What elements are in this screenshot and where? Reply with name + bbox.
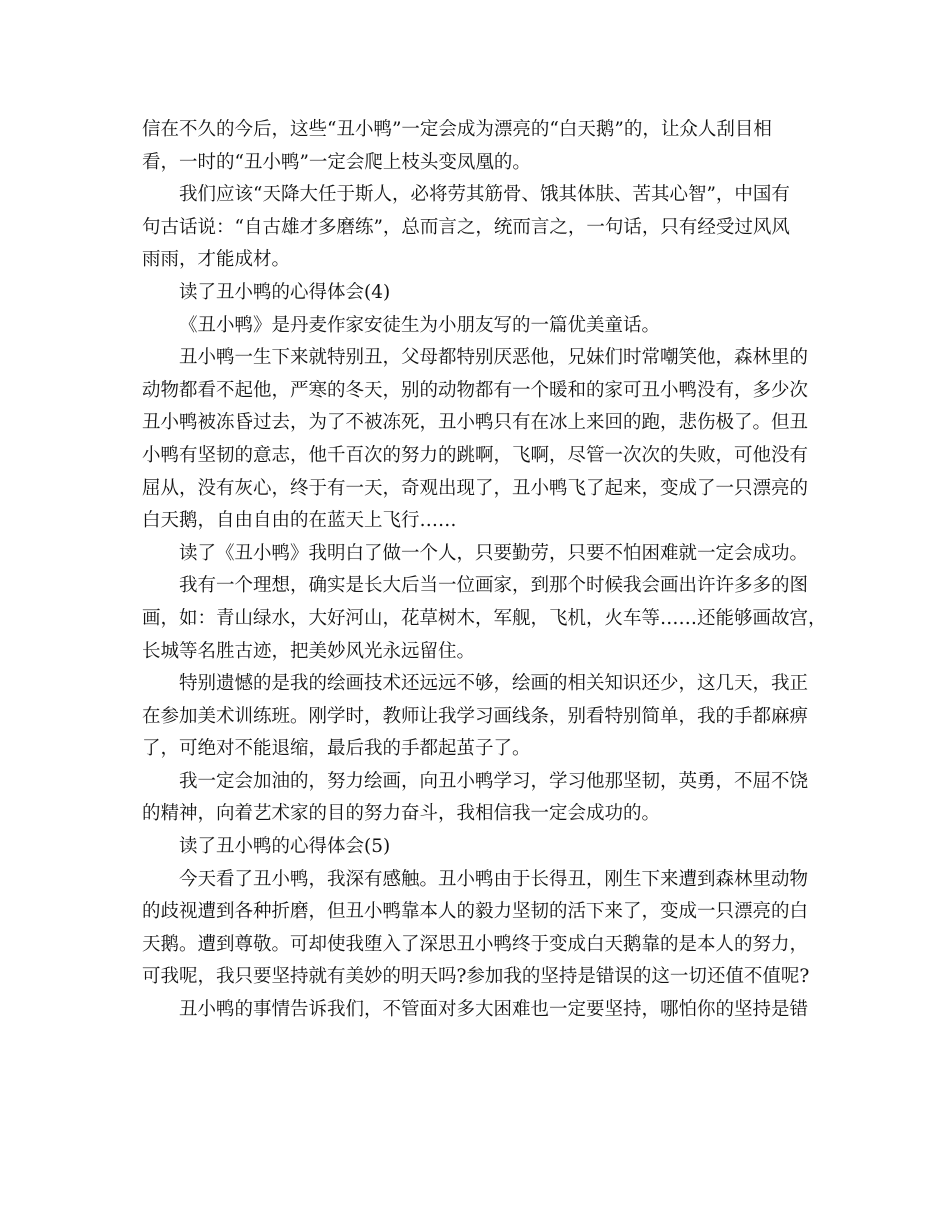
text-line: 雨雨，才能成材。 <box>142 249 291 271</box>
paragraph-start-line: 读了《丑小鸭》我明白了做一个人，只要勤劳，只要不怕困难就一定会成功。 <box>179 542 809 564</box>
text-line: 可我呢，我只要坚持就有美妙的明天吗?参加我的坚持是错误的这一切还值不值呢? <box>142 966 810 988</box>
paragraph-start-line: 特别遗憾的是我的绘画技术还远远不够，绘画的相关知识还少，这几天，我正 <box>179 673 809 695</box>
paragraph-start-line: 我们应该“天降大任于斯人，必将劳其筋骨、饿其体肤、苦其心智”，中国有 <box>179 184 790 206</box>
section-heading: 读了丑小鸭的心得体会(4) <box>179 281 391 303</box>
text-line: 动物都看不起他，严寒的冬天，别的动物都有一个暖和的家可丑小鸭没有，多少次 <box>142 379 809 401</box>
text-line: 屈从，没有灰心，终于有一天，奇观出现了，丑小鸭飞了起来，变成了一只漂亮的 <box>142 477 809 499</box>
text-line: 画，如：青山绿水，大好河山，花草树木，军舰，飞机，火车等……还能够画故宫， <box>142 607 827 629</box>
text-line: 天鹅。遭到尊敬。可却使我堕入了深思丑小鸭终于变成白天鹅靠的是本人的努力， <box>142 933 809 955</box>
text-line: 句古话说：“自古雄才多磨练”，总而言之，统而言之，一句话，只有经受过风风 <box>142 216 790 238</box>
paragraph-start-line: 丑小鸭一生下来就特别丑，父母都特别厌恶他，兄妹们时常嘲笑他，森林里的 <box>179 347 809 369</box>
text-line: 信在不久的今后，这些“丑小鸭”一定会成为漂亮的“白天鹅”的，让众人刮目相 <box>142 119 772 140</box>
text-line: 长城等名胜古迹，把美妙风光永远留住。 <box>142 640 476 662</box>
paragraph-start-line: 我一定会加油的，努力绘画，向丑小鸭学习，学习他那坚韧，英勇，不屈不饶 <box>179 770 809 792</box>
paragraph-start-line: 丑小鸭的事情告诉我们，不管面对多大困难也一定要坚持，哪怕你的坚持是错 <box>179 999 809 1021</box>
text-line: 丑小鸭被冻昏过去，为了不被冻死，丑小鸭只有在冰上来回的跑，悲伤极了。但丑 <box>142 412 809 434</box>
paragraph-start-line: 《丑小鸭》是丹麦作家安徒生为小朋友写的一篇优美童话。 <box>179 314 661 336</box>
text-line: 了，可绝对不能退缩，最后我的手都起茧子了。 <box>142 738 531 760</box>
document-body <box>142 114 827 1027</box>
text-line: 白天鹅，自由自由的在蓝天上飞行…… <box>142 510 457 532</box>
text-line: 看，一时的“丑小鸭”一定会爬上枝头变凤凰的。 <box>142 151 531 173</box>
paragraph-start-line: 今天看了丑小鸭，我深有感触。丑小鸭由于长得丑，刚生下来遭到森林里动物 <box>179 868 809 890</box>
paragraph-start-line: 我有一个理想，确实是长大后当一位画家，到那个时候我会画出许许多多的图 <box>179 575 809 597</box>
text-line: 的歧视遭到各种折磨，但丑小鸭靠本人的毅力坚韧的活下来了，变成一只漂亮的白 <box>142 901 809 923</box>
text-line: 的精神，向着艺术家的目的努力奋斗，我相信我一定会成功的。 <box>142 803 661 825</box>
section-heading: 读了丑小鸭的心得体会(5) <box>179 836 391 858</box>
text-line: 在参加美术训练班。刚学时，教师让我学习画线条，别看特别简单，我的手都麻痹 <box>142 705 809 727</box>
text-line: 小鸭有坚韧的意志，他千百次的努力的跳啊，飞啊，尽管一次次的失败，可他没有 <box>142 444 809 466</box>
